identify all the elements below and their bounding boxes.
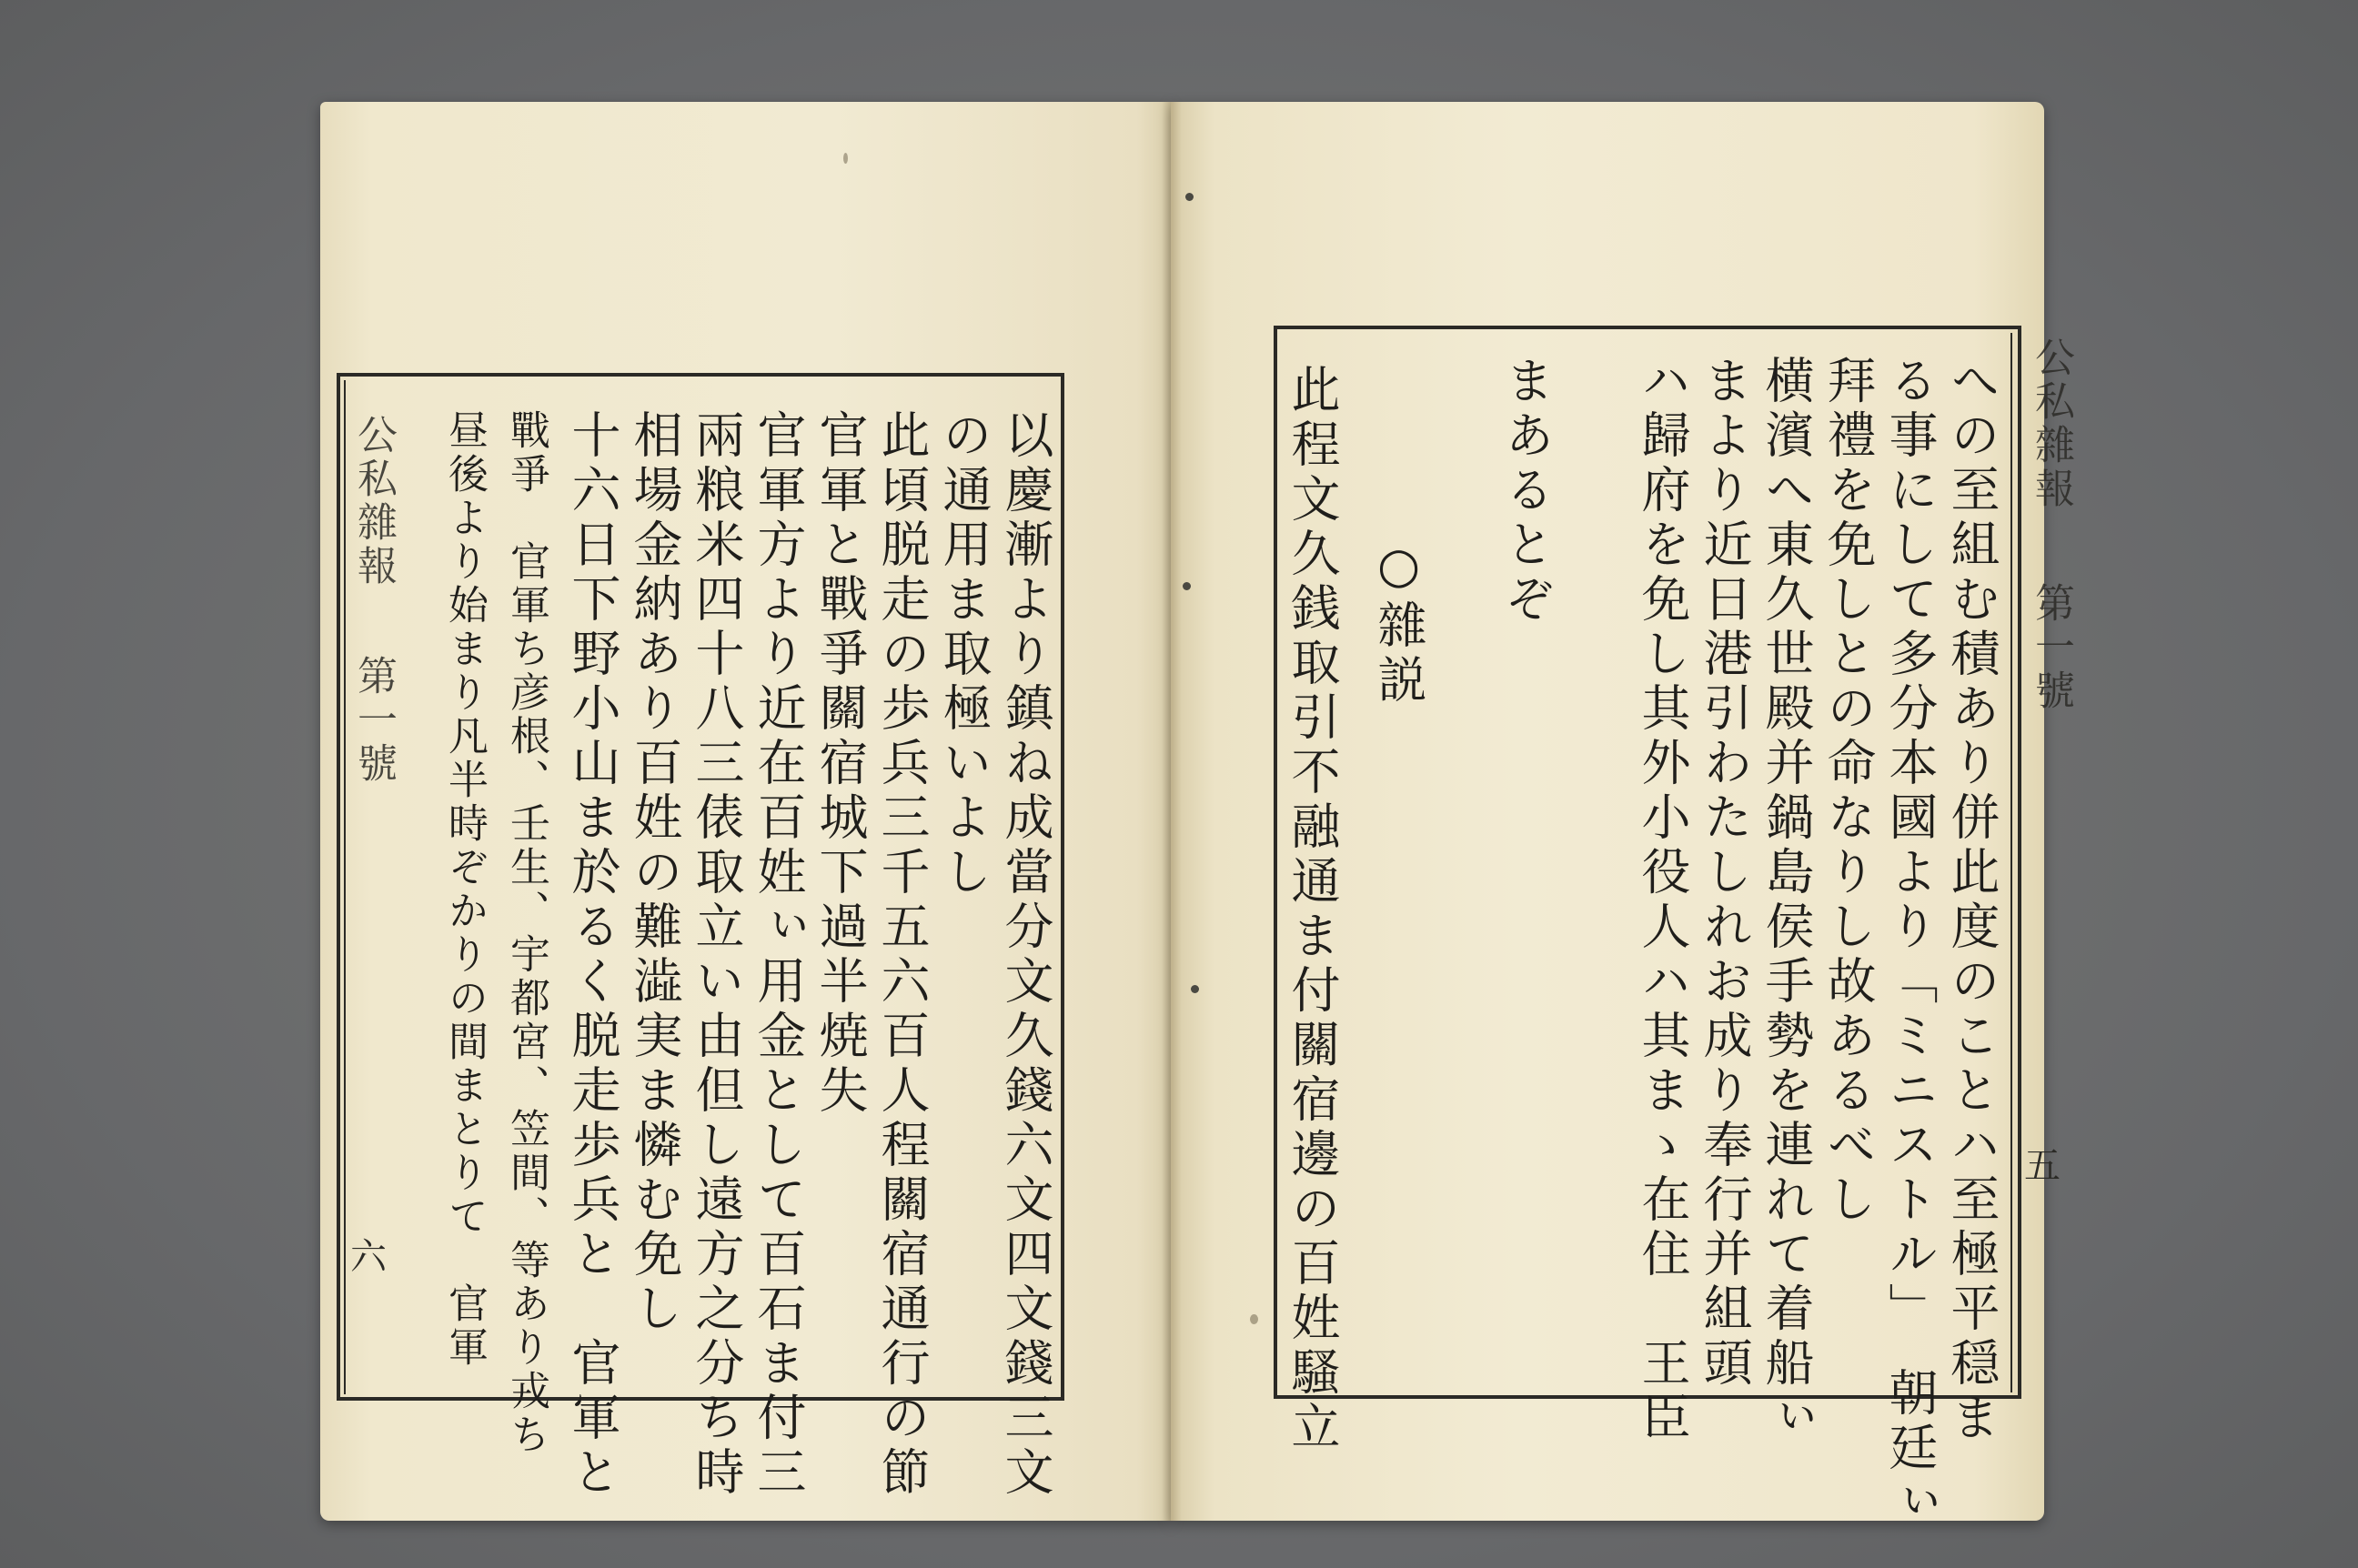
right-column-3: 拜禮を免しとの命なりし故あるべし	[1819, 355, 1877, 1228]
left-column-1: 以慶漸より鎮ね成當分文久錢六文四文錢三文	[997, 409, 1054, 1501]
left-column-9: 戰爭 官軍ち彦根、壬生、宇都宮、笠間、等あり戎ち	[503, 409, 549, 1457]
left-margin-issue: 第一號	[350, 655, 397, 786]
left-column-4: 官軍と戰爭關宿城下過半焼失	[811, 409, 869, 1119]
right-column-5: まより近日港引わたしれお成り奉行并組頭	[1696, 355, 1753, 1392]
left-column-10: 昼後より始まり凡半時ぞかりの間まとりて 官軍	[441, 409, 488, 1370]
right-column-1: への至組む積あり併此度のことハ至極平穏ま	[1943, 355, 2000, 1446]
right-column-8: ○雜説	[1370, 537, 1427, 709]
left-column-3: 此頃脱走の歩兵三千五六百人程關宿通行の節	[873, 409, 931, 1501]
left-page-number: 六	[350, 1236, 387, 1278]
right-column-4: 横濱へ東久世殿并鍋島侯手勢を連れて着船ぃ	[1758, 355, 1815, 1446]
right-column-6: ハ歸府を免し其外小役人ハ其まゝ在住 王臣	[1634, 355, 1691, 1446]
right-margin-title: 公私雜報	[2028, 337, 2074, 511]
ink-speck	[843, 153, 848, 164]
right-column-9: 此程文久銭取引不融通ま付關宿邊の百姓騷立	[1284, 364, 1341, 1455]
left-column-2: の通用ま取極いよし	[935, 409, 993, 900]
right-page-number: 五	[2024, 1145, 2061, 1187]
left-column-6: 兩粮米四十八三俵取立い由但し遠方之分ち時	[688, 409, 745, 1501]
left-column-8: 十六日下野小山ま於るく脱走歩兵と 官軍と	[564, 409, 621, 1501]
binding-hole	[1183, 582, 1191, 590]
binding-hole	[1185, 193, 1194, 201]
ink-speck	[1250, 1314, 1258, 1324]
left-column-7: 相場金納あり百姓の難澁実ま憐む免し	[626, 409, 683, 1337]
right-margin-issue: 第一號	[2028, 582, 2074, 713]
left-column-5: 官軍方より近在百姓ぃ用金として百石ま付三	[750, 409, 807, 1501]
right-column-7: まあるとぞ	[1497, 355, 1555, 628]
book-gutter	[1162, 102, 1182, 1521]
right-column-2: る事にして多分本國より「ミニストル」 朝廷ぃ	[1881, 355, 1939, 1531]
left-margin-title: 公私雜報	[350, 414, 397, 588]
binding-hole	[1191, 985, 1199, 993]
right-frame-inner-rule	[2010, 333, 2012, 1392]
